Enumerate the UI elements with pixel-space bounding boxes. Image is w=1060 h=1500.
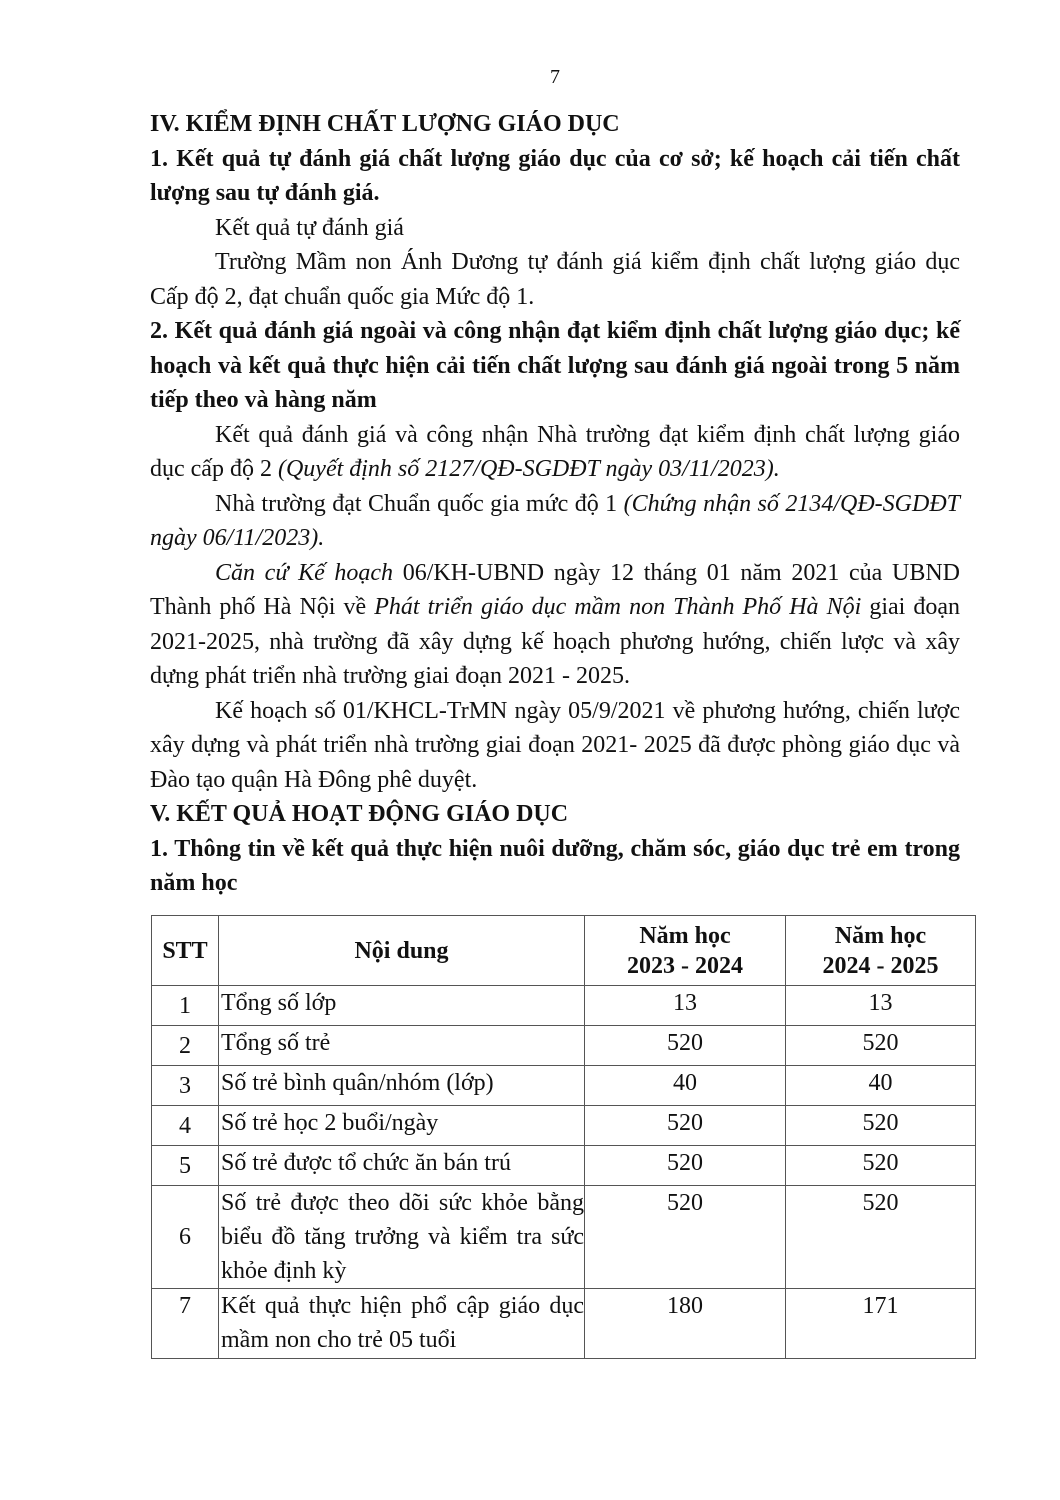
- section-iv-1-heading: 1. Kết quả tự đánh giá chất lượng giáo dục của cơ sở; kế hoạch cải tiến chất lượng sau tự đánh giá.: [150, 145, 960, 206]
- page-number: 7: [550, 66, 560, 88]
- cell-content: Số trẻ được tổ chức ăn bán trú: [219, 1146, 585, 1186]
- cell-2024-2025: 40: [786, 1066, 976, 1106]
- cell-stt: 2: [152, 1026, 219, 1066]
- national-standard-certificate: (Chứng nhận số 2134/QĐ-SGDĐT ngày 06/11/2023).: [150, 490, 960, 551]
- cell-stt: 3: [152, 1066, 219, 1106]
- national-standard-text: Nhà trường đạt Chuẩn quốc gia mức độ 1: [215, 490, 624, 517]
- table-row: [152, 1146, 976, 1186]
- accreditation-decision: (Quyết định số 2127/QĐ-SGDĐT ngày 03/11/2023).: [277, 456, 780, 482]
- cell-2023-2024: 180: [585, 1289, 786, 1359]
- cell-2024-2025: 520: [786, 1186, 976, 1289]
- cell-2023-2024: 520: [585, 1026, 786, 1066]
- header-year2-line1: Năm học: [834, 922, 927, 949]
- plan-basis-text-2: giai đoạn 2021-2025, nhà trường đã xây dựng kế hoạch phương hướng, chiến lược và xây dựng phát triển nhà trường giai đoạn 2021 - 2025.: [150, 594, 960, 689]
- header-year1-line2: 2023 - 2024: [627, 952, 743, 979]
- cell-2023-2024: 520: [585, 1146, 786, 1186]
- plan-basis-paragraph: [150, 556, 960, 694]
- cell-stt: 4: [152, 1106, 219, 1146]
- cell-stt: 1: [152, 986, 219, 1026]
- plan-basis-italic-2: Phát triển giáo dục mầm non Thành Phố Hà Nội: [374, 594, 862, 620]
- cell-2024-2025: 520: [786, 1026, 976, 1066]
- cell-stt: 5: [152, 1146, 219, 1186]
- national-standard-paragraph: [150, 487, 960, 556]
- cell-2023-2024: 13: [585, 986, 786, 1026]
- table-row: [152, 1026, 976, 1066]
- cell-content: Số trẻ học 2 buổi/ngày: [219, 1106, 585, 1146]
- section-v-heading: V. KẾT QUẢ HOẠT ĐỘNG GIÁO DỤC: [150, 801, 569, 827]
- cell-content: Số trẻ được theo dõi sức khỏe bằng biểu đồ tăng trưởng và kiểm tra sức khỏe định kỳ: [219, 1186, 585, 1289]
- section-v-1-heading: 1. Thông tin về kết quả thực hiện nuôi dưỡng, chăm sóc, giáo dục trẻ em trong năm học: [150, 835, 960, 896]
- table-row: [152, 1186, 976, 1289]
- plan-basis-italic-1: Căn cứ Kế hoạch: [215, 559, 394, 586]
- table-row: [152, 1106, 976, 1146]
- header-year1-line1: Năm học: [639, 922, 731, 949]
- accreditation-paragraph: [150, 418, 960, 487]
- cell-content: Tổng số trẻ: [219, 1026, 585, 1066]
- header-year-2024-2025: [786, 916, 976, 986]
- self-assessment-label: Kết quả tự đánh giá: [215, 214, 404, 241]
- cell-2023-2024: 520: [585, 1106, 786, 1146]
- section-iv-2-heading: 2. Kết quả đánh giá ngoài và công nhận đạt kiểm định chất lượng giáo dục; kế hoạch và kết quả thực hiện cải tiến chất lượng sau đánh giá ngoài trong 5 năm tiếp theo và hàng năm: [150, 318, 960, 413]
- cell-2024-2025: 520: [786, 1146, 976, 1186]
- cell-2024-2025: 520: [786, 1106, 976, 1146]
- document-body: [150, 107, 960, 901]
- cell-stt: 6: [152, 1186, 219, 1289]
- header-year-2023-2024: [585, 916, 786, 986]
- table-row: [152, 1289, 976, 1359]
- cell-2023-2024: 520: [585, 1186, 786, 1289]
- cell-content: Số trẻ bình quân/nhóm (lớp): [219, 1066, 585, 1106]
- strategy-plan-paragraph: Kế hoạch số 01/KHCL-TrMN ngày 05/9/2021 về phương hướng, chiến lược xây dựng và phát triển nhà trường giai đoạn 2021- 2025 đã được phòng giáo dục và Đào tạo quận Hà Đông phê duyệt.: [150, 697, 960, 793]
- cell-stt: 7: [152, 1289, 219, 1359]
- header-content: Nội dung: [219, 916, 585, 986]
- cell-2023-2024: 40: [585, 1066, 786, 1106]
- cell-content: Tổng số lớp: [219, 986, 585, 1026]
- self-assessment-result: Trường Mầm non Ánh Dương tự đánh giá kiểm định chất lượng giáo dục Cấp độ 2, đạt chuẩn quốc gia Mức độ 1.: [150, 249, 960, 310]
- cell-2024-2025: 171: [786, 1289, 976, 1359]
- header-stt: STT: [152, 916, 219, 986]
- section-iv-heading: IV. KIỂM ĐỊNH CHẤT LƯỢNG GIÁO DỤC: [150, 111, 620, 137]
- cell-2024-2025: 13: [786, 986, 976, 1026]
- table-row: [152, 986, 976, 1026]
- cell-content: Kết quả thực hiện phổ cập giáo dục mầm non cho trẻ 05 tuổi: [219, 1289, 585, 1359]
- education-results-table: [151, 915, 976, 1359]
- table-header-row: [152, 916, 976, 986]
- plan-basis-text-1: 06/KH-UBND ngày 12 tháng 01 năm 2021 của UBND Thành phố Hà Nội về: [150, 559, 960, 620]
- header-year2-line2: 2024 - 2025: [822, 952, 939, 979]
- accreditation-text: Kết quả đánh giá và công nhận Nhà trường đạt kiểm định chất lượng giáo dục cấp độ 2: [150, 421, 960, 482]
- table-row: [152, 1066, 976, 1106]
